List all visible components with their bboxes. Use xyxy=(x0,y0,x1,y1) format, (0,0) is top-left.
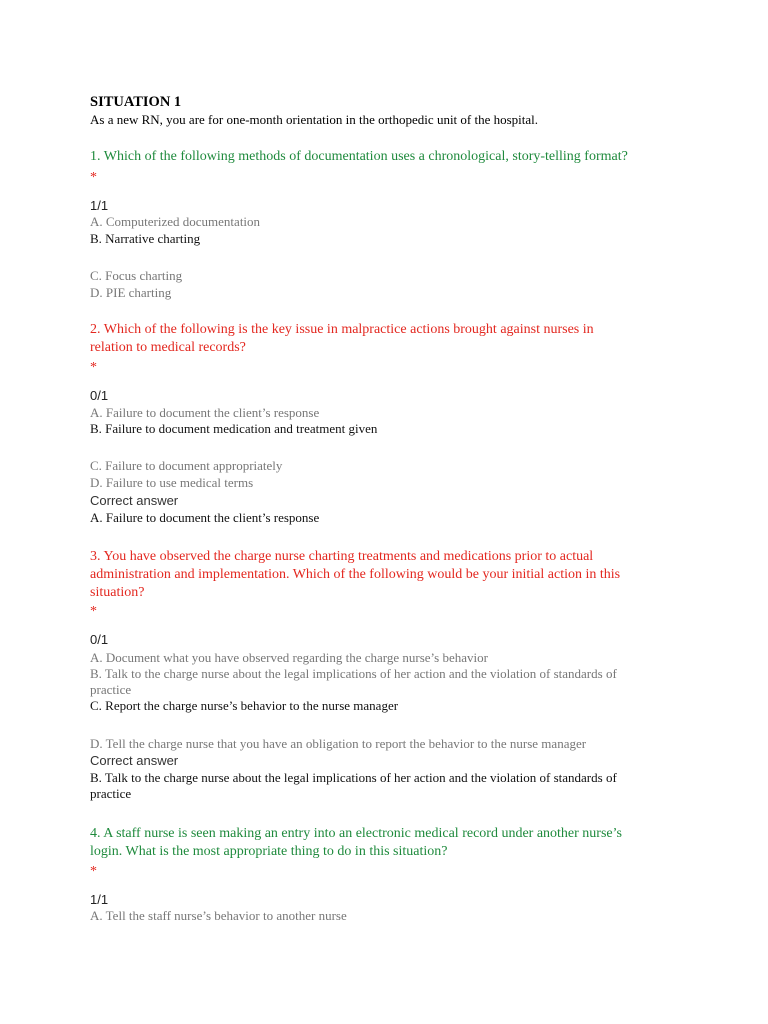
question-1-text xyxy=(90,148,628,166)
question-1-option-b-selected[interactable]: B. Narrative charting xyxy=(90,231,201,246)
question-4-option-a[interactable]: A. Tell the staff nurse’s behavior to another nurse xyxy=(90,908,347,923)
question-text-line: login. What is the most appropriate thing to do in this situation? xyxy=(90,844,448,859)
question-2-option-b-selected[interactable]: B. Failure to document medication and treatment given xyxy=(90,421,378,436)
required-star: * xyxy=(90,360,97,375)
question-text-line: 3. You have observed the charge nurse charting treatments and medications prior to actual xyxy=(90,549,594,564)
correct-answer-label: Correct answer xyxy=(90,493,179,508)
question-3-text xyxy=(90,548,620,602)
question-3-option-a[interactable]: A. Document what you have observed regarding the charge nurse’s behavior xyxy=(90,650,488,665)
answer-text-line: practice xyxy=(90,786,132,801)
question-2-text xyxy=(90,321,594,357)
question-1-score: 1/1 xyxy=(90,198,109,213)
question-text-line: relation to medical records? xyxy=(90,340,246,355)
question-2-score: 0/1 xyxy=(90,388,109,403)
required-star: * xyxy=(90,604,97,619)
question-2-option-c[interactable]: C. Failure to document appropriately xyxy=(90,458,283,473)
option-text-line: B. Talk to the charge nurse about the legal implications of her action and the violation of standards of xyxy=(90,666,617,681)
question-1-option-a[interactable]: A. Computerized documentation xyxy=(90,214,261,229)
answer-text-line: B. Talk to the charge nurse about the legal implications of her action and the violation of standards of xyxy=(90,770,617,785)
situation-intro: As a new RN, you are for one-month orientation in the orthopedic unit of the hospital. xyxy=(90,112,539,127)
question-2-correct-answer: A. Failure to document the client’s response xyxy=(90,510,320,525)
correct-answer-label: Correct answer xyxy=(90,753,179,768)
question-3-score: 0/1 xyxy=(90,632,109,647)
question-4-score: 1/1 xyxy=(90,892,109,907)
question-3-correct-answer xyxy=(90,770,617,802)
required-star: * xyxy=(90,864,97,879)
situation-title: SITUATION 1 xyxy=(90,94,182,110)
question-3-option-d[interactable]: D. Tell the charge nurse that you have an obligation to report the behavior to the nurse manager xyxy=(90,736,587,751)
question-2-option-d[interactable]: D. Failure to use medical terms xyxy=(90,475,254,490)
question-text-line: 4. A staff nurse is seen making an entry into an electronic medical record under another nurse’s xyxy=(90,826,622,841)
question-4-text xyxy=(90,825,622,861)
question-3-option-b[interactable] xyxy=(90,666,617,698)
question-1-option-c[interactable]: C. Focus charting xyxy=(90,268,183,283)
required-star: * xyxy=(90,170,97,185)
question-text-line: 1. Which of the following methods of documentation uses a chronological, story-telling format? xyxy=(90,149,628,164)
question-text-line: 2. Which of the following is the key issue in malpractice actions brought against nurses in xyxy=(90,322,594,337)
option-text-line: practice xyxy=(90,682,132,697)
question-2-option-a[interactable]: A. Failure to document the client’s response xyxy=(90,405,320,420)
question-text-line: administration and implementation. Which of the following would be your initial action in this xyxy=(90,567,621,582)
question-text-line: situation? xyxy=(90,585,145,600)
question-1-option-d[interactable]: D. PIE charting xyxy=(90,285,172,300)
question-3-option-c-selected[interactable]: C. Report the charge nurse’s behavior to the nurse manager xyxy=(90,698,399,713)
